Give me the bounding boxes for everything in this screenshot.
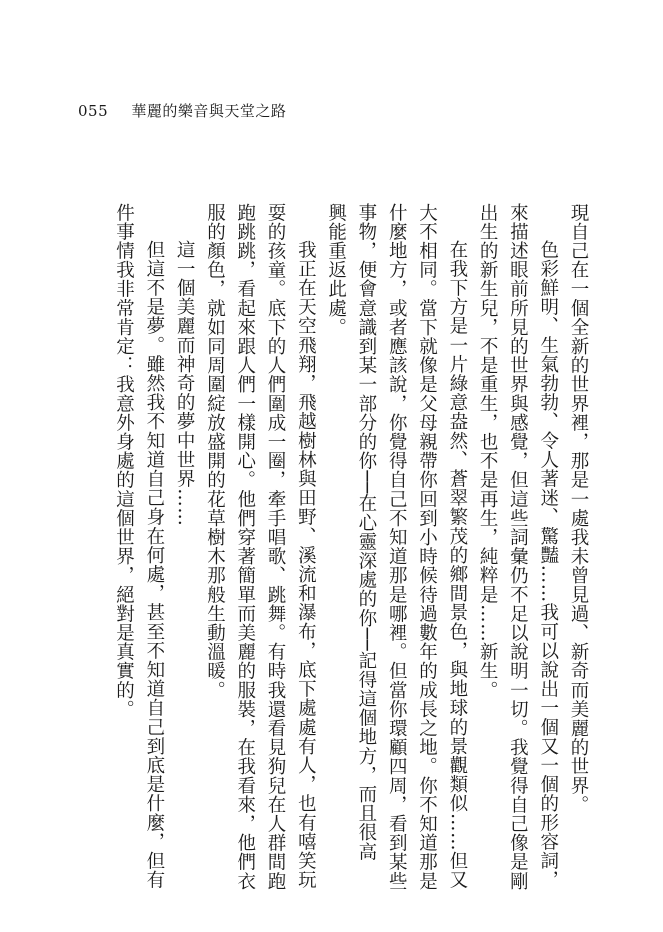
text-column-7: 什麼地方，或者應該說，你覺得自己不知道那是哪裡。但當你環顧四周，看到某些 <box>386 203 408 891</box>
text-column-1: 現自己在一個全新的世界裡，那是一處我未曾見過、新奇而美麗的世界。 <box>568 203 589 815</box>
text-column-2: 色彩鮮明、生氣勃勃、令人著迷、驚豔……我可以說出一個又一個的形容詞， <box>537 240 559 890</box>
text-column-4: 出生的新生兒，不是重生，也不是再生，純粹是……新生。 <box>477 203 499 700</box>
running-title: 華麗的樂音與天堂之路 <box>131 102 287 120</box>
body-text <box>108 203 593 903</box>
text-column-16: 件事情我非常肯定：我意外身處的這個世界，絕對是真實的。 <box>113 203 135 719</box>
text-column-9: 興能重返此處。 <box>325 203 347 337</box>
text-column-3: 來描述眼前所見的世界與感覺，但這些詞彙仍不足以說明一切。我覺得自己像是剛 <box>507 203 529 891</box>
text-column-13: 服的顏色，就如同周圍綻放盛開的花草樹木那般生動溫暖。 <box>204 203 226 700</box>
text-column-11: 耍的孩童。底下的人們圍成一圈，牽手唱歌、跳舞。有時我還看見狗兒在人群間跑 <box>265 203 287 891</box>
running-header <box>78 100 286 121</box>
text-column-14: 這一個美麗而神奇的夢中世界…… <box>174 240 196 527</box>
text-column-6: 大不相同。當下就像是父母親帶你回到小時候待過數年的成長之地。你不知道那是 <box>416 203 438 891</box>
text-column-5: 在我下方是一片綠意盎然、蒼翠繁茂的鄉間景色，與地球的景觀類似……但又 <box>446 240 468 890</box>
text-column-15: 但這不是夢。雖然我不知道自己身在何處，甚至不知道自己到底是什麼，但有 <box>143 240 165 890</box>
text-column-8: 事物，便會意識到某一部分的你──在心靈深處的你──記得這個地方，而且很高 <box>355 203 377 862</box>
text-column-10: 我正在天空飛翔，飛越樹林與田野、溪流和瀑布，底下處處有人，也有嘻笑玩 <box>295 240 317 890</box>
page-number: 055 <box>78 102 109 120</box>
text-column-12: 跑跳跳，看起來跟人們一樣開心。他們穿著簡單而美麗的服裝，在我看來，他們衣 <box>234 203 256 891</box>
